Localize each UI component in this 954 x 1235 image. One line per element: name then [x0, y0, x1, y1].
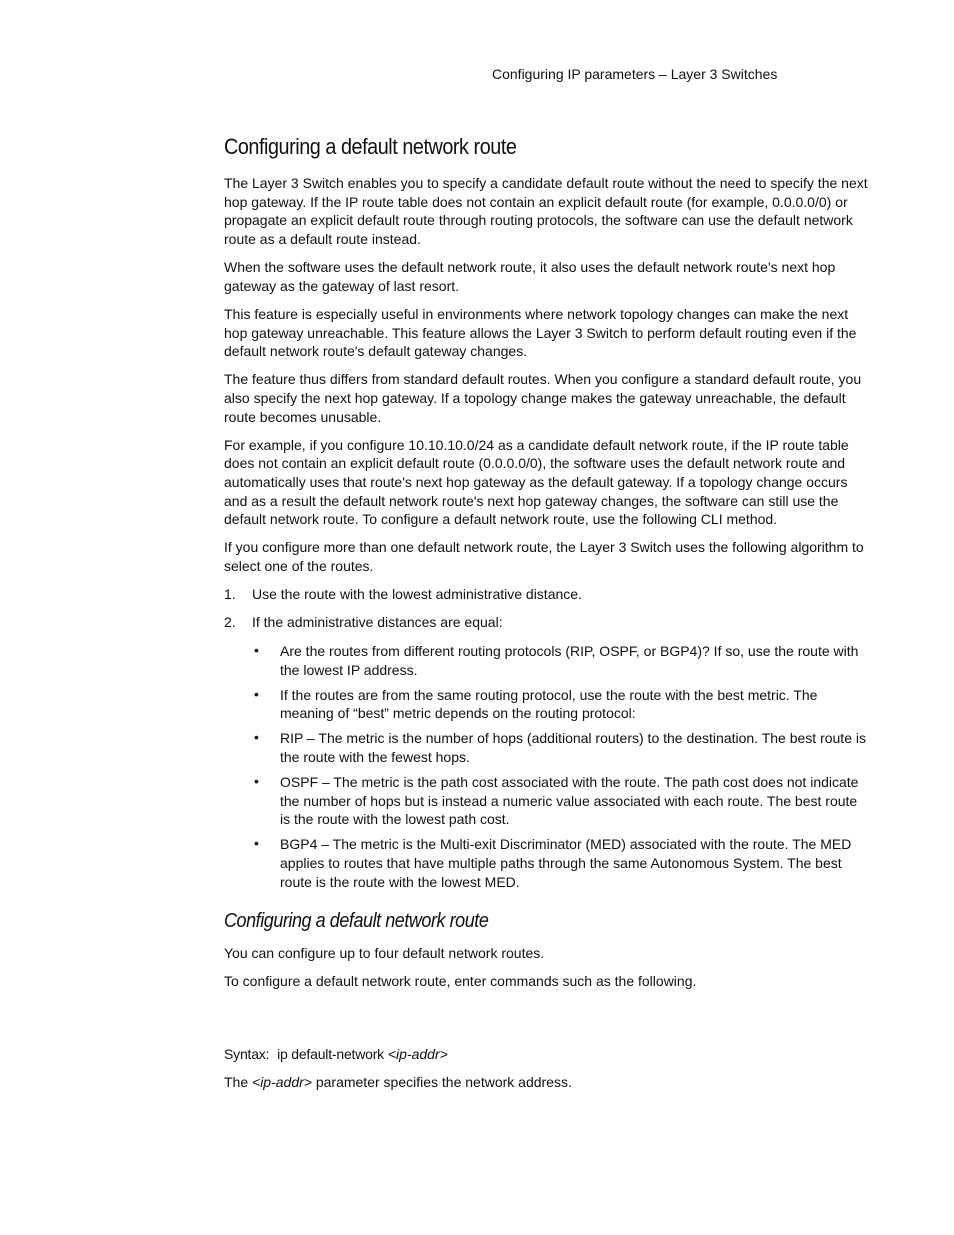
- bullet-text: If the routes are from the same routing protocol, use the route with the best metric. The meaning of “best” metric depends on the routing protocol:: [280, 686, 818, 722]
- paragraph: If you configure more than one default network route, the Layer 3 Switch uses the following algorithm to select one of the routes.: [224, 539, 864, 575]
- bullet-item: [252, 642, 870, 679]
- param-prefix: The: [224, 1074, 253, 1091]
- section-title: Configuring a default network route: [224, 134, 517, 159]
- bullet-text: OSPF – The metric is the path cost associated with the route. The path cost does not indicate the number of hops but is instead a numeric value associated with each route. The best route is the route with the lowest path cost.: [280, 773, 859, 828]
- param-suffix: parameter specifies the network address.: [311, 1074, 572, 1091]
- syntax-command: ip default-network: [277, 1046, 384, 1063]
- paragraph: This feature is especially useful in environments where network topology changes can make the next hop gateway unreachable. This feature allows the Layer 3 Switch to perform default routing even if the default network route's default gateway changes.: [224, 305, 857, 360]
- bullet-text: Are the routes from different routing protocols (RIP, OSPF, or BGP4)? If so, use the route with the lowest IP address.: [280, 642, 859, 678]
- bullet-icon: •: [254, 835, 259, 852]
- running-header: Configuring IP parameters – Layer 3 Switches: [492, 66, 778, 82]
- bullet-text: BGP4 – The metric is the Multi-exit Discriminator (MED) associated with the route. The MED applies to routes that have multiple paths through the same Autonomous System. The best route is the route with the lowest MED.: [280, 836, 852, 890]
- paragraph: The feature thus differs from standard default routes. When you configure a standard default route, you also specify the next hop gateway. If a topology change makes the gateway unreachable, the default route becomes unusable.: [224, 371, 862, 425]
- syntax-line: [224, 1045, 870, 1064]
- paragraph: When the software uses the default network route, it also uses the default network route's next hop gateway as the gateway of last resort.: [224, 259, 836, 294]
- step-number: 1.: [224, 586, 236, 603]
- step-text: Use the route with the lowest administrative distance.: [252, 586, 582, 603]
- syntax-label: Syntax:: [224, 1046, 270, 1063]
- bullet-icon: •: [254, 772, 259, 789]
- bullet-icon: •: [254, 641, 259, 658]
- page-content: [224, 133, 870, 1101]
- bullet-text: RIP – The metric is the number of hops (additional routers) to the destination. The best route is the route with the fewest hops.: [280, 730, 866, 765]
- paragraph: The Layer 3 Switch enables you to specify a candidate default route without the need to specify the next hop gateway. If the IP route table does not contain an explicit default route (for example, 0.0.0.0/0) or propagate an explicit default route through routing protocols, the software can use the default network route as a default route instead.: [224, 175, 868, 248]
- step-text: If the administrative distances are equal:: [252, 614, 503, 631]
- bullet-icon: •: [254, 685, 259, 702]
- bullet-item: [252, 773, 870, 829]
- paragraph: For example, if you configure 10.10.10.0/24 as a candidate default network route, if the IP route table does not contain an explicit default route (0.0.0.0/0), the software uses the default network route and automatically uses that route's next hop gateway as the default gateway. If a topology change occurs and as a result the default network route's next hop gateway changes, the software can still use the default network route. To configure a default network route, use the following CLI method.: [224, 436, 849, 528]
- bullet-icon: •: [254, 729, 259, 746]
- bullet-item: [252, 729, 870, 766]
- paragraph: To configure a default network route, enter commands such as the following.: [224, 973, 697, 990]
- parameter-description: [224, 1073, 870, 1092]
- step-item: [224, 585, 870, 604]
- paragraph: You can configure up to four default network routes.: [224, 945, 545, 962]
- step-item: [224, 613, 870, 891]
- syntax-argument: <ip-addr>: [387, 1046, 448, 1063]
- param-argument: <ip-addr>: [252, 1074, 312, 1091]
- step-number: 2.: [224, 614, 236, 631]
- numbered-steps: [224, 585, 870, 891]
- bullet-item: [252, 835, 870, 891]
- bullet-list: [252, 642, 870, 892]
- subsection-title: Configuring a default network route: [224, 910, 489, 933]
- bullet-item: [252, 686, 870, 723]
